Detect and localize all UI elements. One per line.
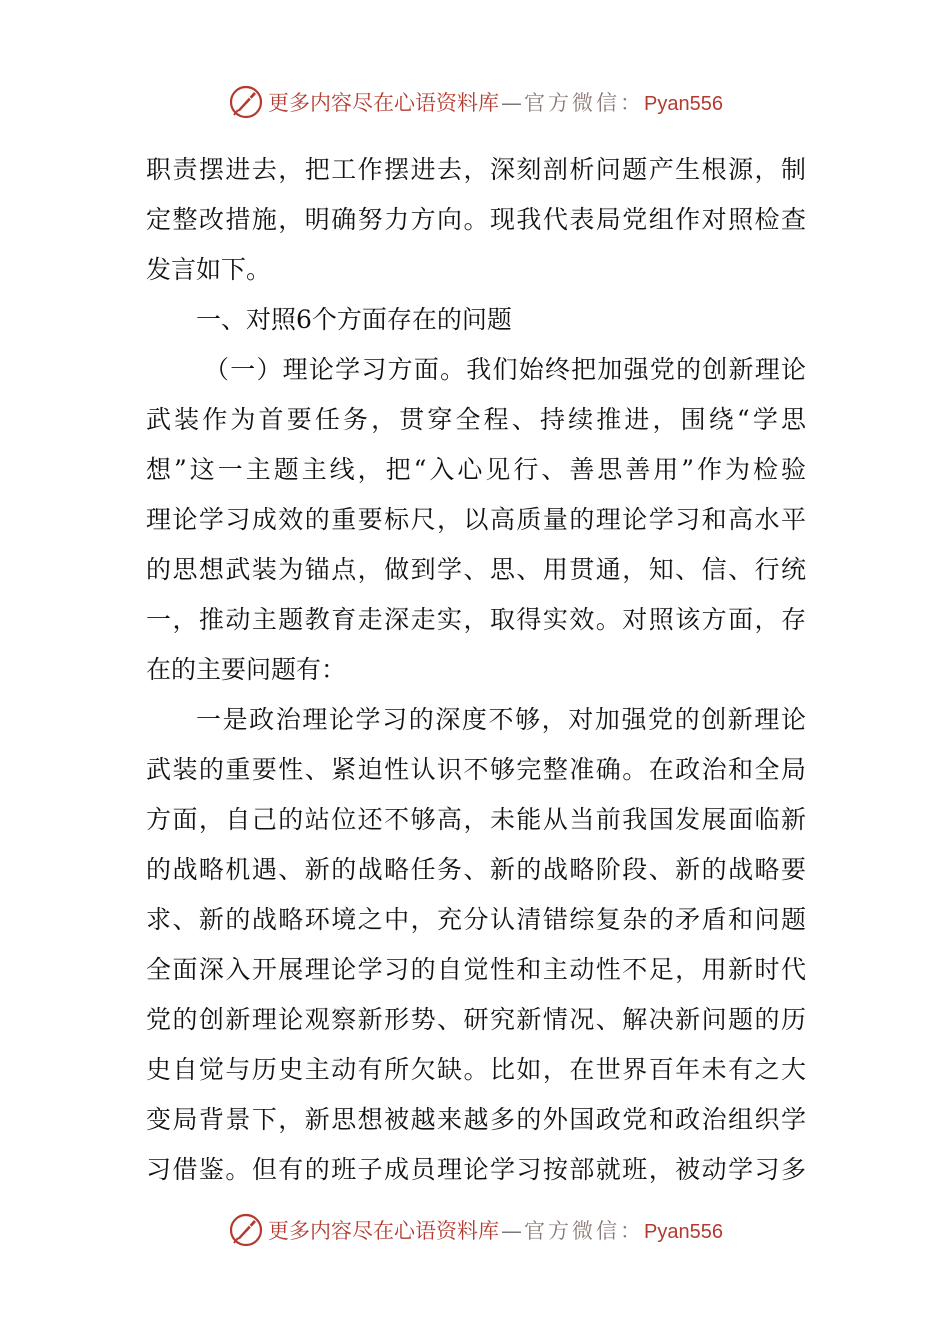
text-line: 求、新的战略环境之中，充分认清错综复杂的矛盾和问题 [146, 905, 806, 934]
header-dash: — [501, 91, 522, 115]
quill-logo-icon [228, 1212, 264, 1248]
document-body [146, 145, 806, 1195]
text-line: 武装作为首要任务，贯穿全程、持续推进，围绕“学思 [146, 405, 806, 434]
text-line: 职责摆进去，把工作摆进去，深刻剖析问题产生根源，制 [146, 155, 806, 184]
text-line: 理论学习成效的重要标尺，以高质量的理论学习和高水平 [146, 505, 806, 534]
text-line: （一）理论学习方面。我们始终把加强党的创新理论 [204, 355, 806, 384]
footer-brand: 更多内容尽在心语资料库 [268, 1219, 499, 1243]
text-line: 习借鉴。但有的班子成员理论学习按部就班，被动学习多 [146, 1155, 806, 1184]
header-wechat-id: Pyan556 [644, 93, 723, 115]
text-line: 方面，自己的站位还不够高，未能从当前我国发展面临新 [146, 805, 806, 834]
text-line: 变局背景下，新思想被越来越多的外国政党和政治组织学 [146, 1105, 806, 1134]
footer-wechat-id: Pyan556 [644, 1221, 723, 1243]
footer-subtitle: 官方微信： [524, 1219, 644, 1243]
header-watermark [228, 82, 748, 122]
footer-dash: — [501, 1219, 522, 1243]
text-line: 想”这一主题主线，把“入心见行、善思善用”作为检验 [146, 455, 806, 484]
text-line: 史自觉与历史主动有所欠缺。比如，在世界百年未有之大 [146, 1055, 806, 1084]
section-heading: 一、对照6个方面存在的问题 [196, 305, 512, 334]
text-line: 一，推动主题教育走深走实，取得实效。对照该方面，存 [146, 605, 806, 634]
text-line: 的战略机遇、新的战略任务、新的战略阶段、新的战略要 [146, 855, 806, 884]
quill-logo-icon [228, 84, 264, 120]
header-subtitle: 官方微信： [524, 91, 644, 115]
text-line: 在的主要问题有： [146, 655, 347, 684]
text-line: 武装的重要性、紧迫性认识不够完整准确。在政治和全局 [146, 755, 806, 784]
footer-watermark [228, 1210, 748, 1250]
text-line: 党的创新理论观察新形势、研究新情况、解决新问题的历 [146, 1005, 806, 1034]
header-brand: 更多内容尽在心语资料库 [268, 91, 499, 115]
text-line: 定整改措施，明确努力方向。现我代表局党组作对照检查 [146, 205, 806, 234]
text-line: 一是政治理论学习的深度不够，对加强党的创新理论 [196, 705, 806, 734]
text-line: 发言如下。 [146, 255, 272, 284]
text-line: 全面深入开展理论学习的自觉性和主动性不足，用新时代 [146, 955, 806, 984]
text-line: 的思想武装为锚点，做到学、思、用贯通，知、信、行统 [146, 555, 806, 584]
